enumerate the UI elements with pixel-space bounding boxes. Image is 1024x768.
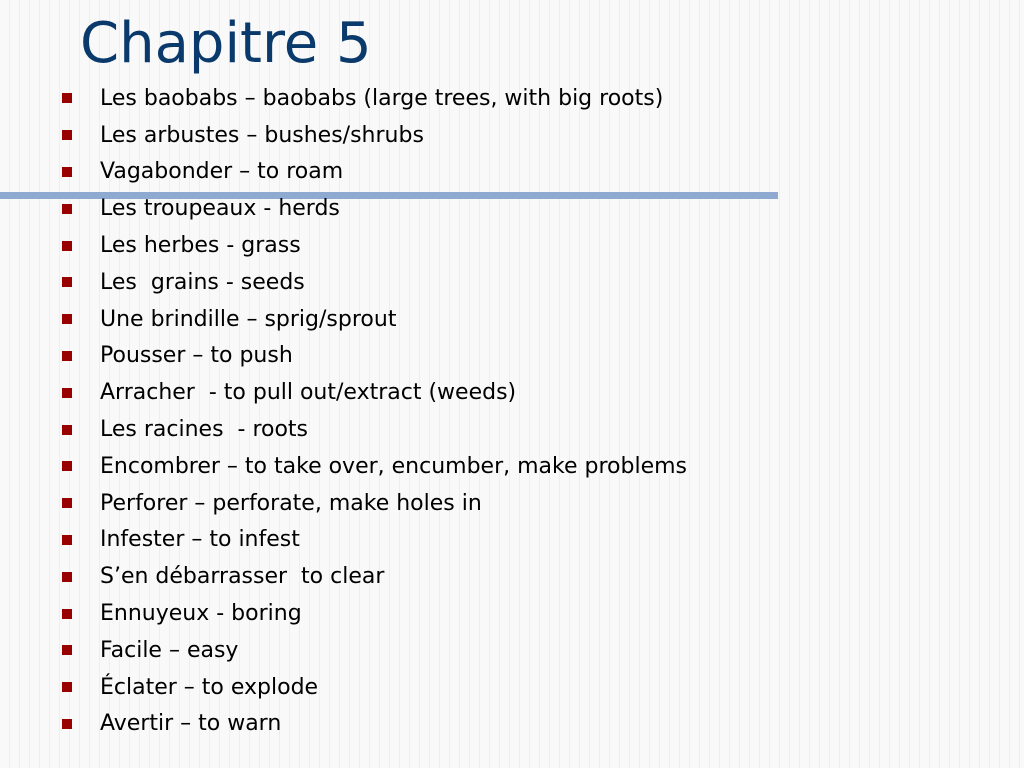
bullet-square-icon bbox=[62, 388, 72, 398]
bullet-square-icon bbox=[62, 277, 72, 287]
list-item bbox=[62, 338, 687, 375]
bullet-square-icon bbox=[62, 167, 72, 177]
list-item bbox=[62, 154, 687, 191]
list-item bbox=[62, 448, 687, 485]
list-item-text: Facile – easy bbox=[100, 637, 239, 663]
list-item bbox=[62, 706, 687, 743]
list-item bbox=[62, 117, 687, 154]
list-item bbox=[62, 301, 687, 338]
list-item-text: Vagabonder – to roam bbox=[100, 159, 344, 185]
list-item-text: Les racines - roots bbox=[100, 417, 309, 443]
list-item bbox=[62, 632, 687, 669]
list-item-text: Les troupeaux - herds bbox=[100, 196, 340, 222]
list-item-text: S’en débarrasser to clear bbox=[100, 564, 385, 590]
bullet-square-icon bbox=[62, 314, 72, 324]
list-item-text: Les baobabs – baobabs (large trees, with big roots) bbox=[100, 85, 664, 111]
list-item-text: Encombrer – to take over, encumber, make problems bbox=[100, 453, 688, 479]
list-item-text: Arracher - to pull out/extract (weeds) bbox=[100, 380, 517, 406]
list-item bbox=[62, 558, 687, 595]
slide-title: Chapitre 5 bbox=[80, 11, 372, 76]
list-item-text: Les grains - seeds bbox=[100, 269, 305, 295]
list-item-text: Pousser – to push bbox=[100, 343, 293, 369]
bullet-square-icon bbox=[62, 93, 72, 103]
bullet-square-icon bbox=[62, 425, 72, 435]
bullet-square-icon bbox=[62, 719, 72, 729]
list-item-text: Les herbes - grass bbox=[100, 233, 301, 259]
bullet-square-icon bbox=[62, 204, 72, 214]
list-item-text: Les arbustes – bushes/shrubs bbox=[100, 122, 424, 148]
bullet-square-icon bbox=[62, 241, 72, 251]
list-item-text: Perforer – perforate, make holes in bbox=[100, 490, 482, 516]
list-item-text: Une brindille – sprig/sprout bbox=[100, 306, 397, 332]
list-item bbox=[62, 374, 687, 411]
bullet-square-icon bbox=[62, 461, 72, 471]
list-item bbox=[62, 669, 687, 706]
list-item bbox=[62, 595, 687, 632]
bullet-square-icon bbox=[62, 682, 72, 692]
bullet-square-icon bbox=[62, 645, 72, 655]
vocabulary-list bbox=[62, 80, 687, 742]
list-item bbox=[62, 190, 687, 227]
bullet-square-icon bbox=[62, 572, 72, 582]
list-item bbox=[62, 227, 687, 264]
bullet-square-icon bbox=[62, 351, 72, 361]
list-item-text: Ennuyeux - boring bbox=[100, 601, 302, 627]
list-item-text: Éclater – to explode bbox=[100, 674, 319, 700]
list-item-text: Avertir – to warn bbox=[100, 711, 282, 737]
list-item-text: Infester – to infest bbox=[100, 527, 300, 553]
list-item bbox=[62, 485, 687, 522]
bullet-square-icon bbox=[62, 498, 72, 508]
bullet-square-icon bbox=[62, 535, 72, 545]
list-item bbox=[62, 264, 687, 301]
bullet-square-icon bbox=[62, 609, 72, 619]
list-item bbox=[62, 80, 687, 117]
list-item bbox=[62, 411, 687, 448]
list-item bbox=[62, 522, 687, 559]
bullet-square-icon bbox=[62, 130, 72, 140]
